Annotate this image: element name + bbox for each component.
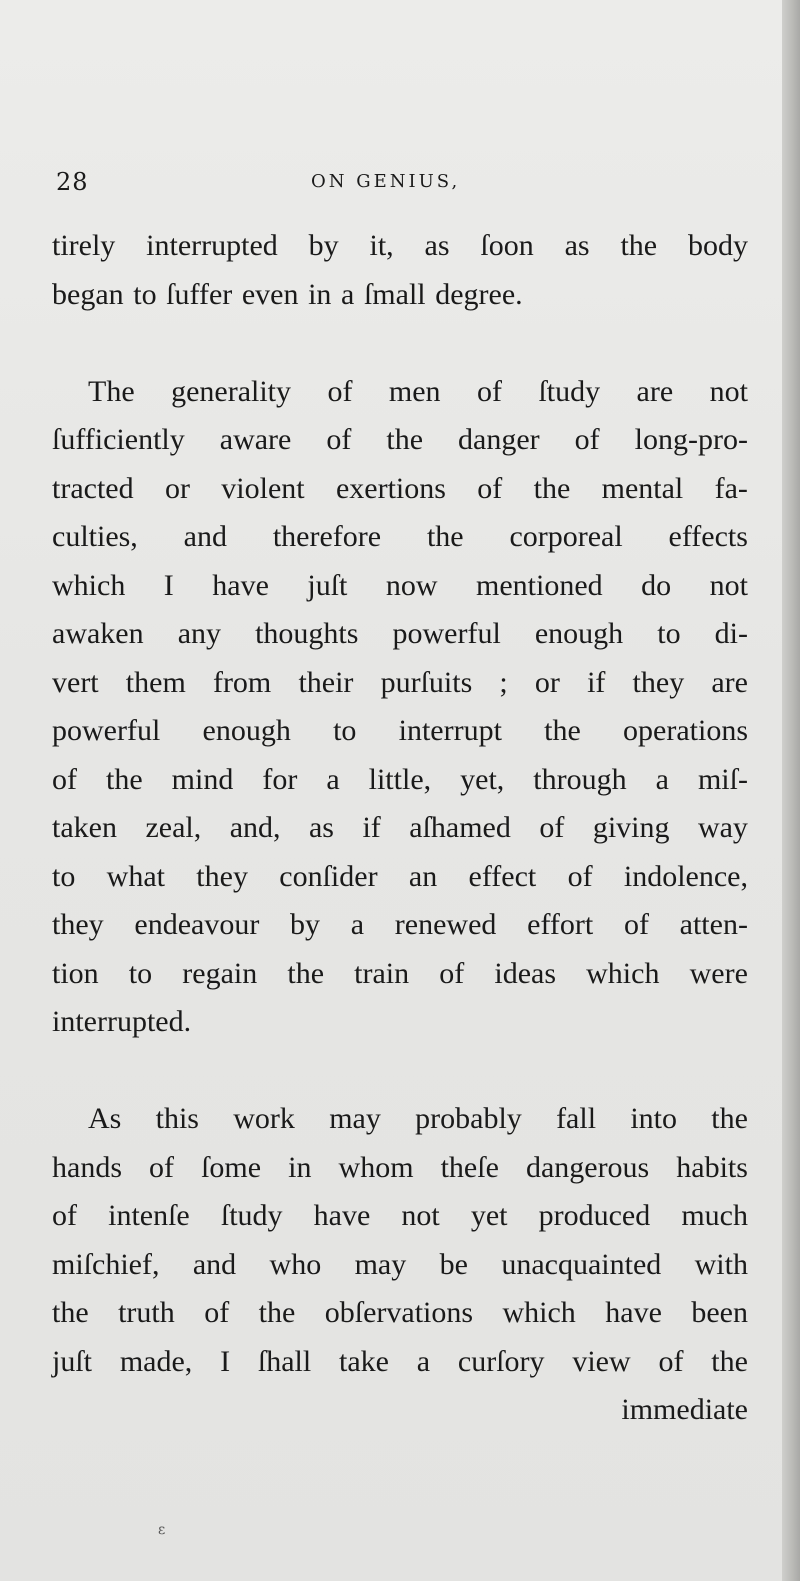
paragraph-gap <box>52 319 748 368</box>
body-text <box>52 222 748 1435</box>
text-line: to what they conſider an effect of indolence, <box>52 859 748 893</box>
text-line: of the mind for a little, yet, through a miſ- <box>52 762 748 796</box>
paragraph-gap <box>52 1047 748 1096</box>
text-line: which I have juſt now mentioned do not <box>52 568 748 602</box>
text-line: The generality of men of ſtudy are not <box>88 374 748 408</box>
text-line: juſt made, I ſhall take a curſory view of the <box>52 1344 748 1378</box>
text-line: As this work may probably fall into the <box>88 1102 748 1135</box>
text-line: hands of ſome in whom theſe dangerous habits <box>52 1150 748 1184</box>
catchword: immediate <box>621 1393 748 1426</box>
text-line: vert them from their purſuits ; or if they are <box>52 665 748 699</box>
text-line: taken zeal, and, as if aſhamed of giving way <box>52 811 748 844</box>
text-line: of intenſe ſtudy have not yet produced much <box>52 1199 748 1232</box>
text-line: ſufficiently aware of the danger of long-pro- <box>52 423 748 456</box>
text-line: awaken any thoughts powerful enough to di- <box>52 617 748 650</box>
text-line: tracted or violent exertions of the mental fa- <box>52 471 748 505</box>
running-head: ON GENIUS, <box>311 171 461 192</box>
text-line: tirely interrupted by it, as ſoon as the body <box>52 229 748 262</box>
paragraph <box>52 222 748 319</box>
text-line: began to ſuffer even in a ſmall degree. <box>52 277 523 311</box>
text-line: tion to regain the train of ideas which were <box>52 956 748 990</box>
stray-mark: ε <box>158 1522 166 1538</box>
page-header <box>56 168 746 198</box>
text-line: powerful enough to interrupt the operations <box>52 714 748 747</box>
text-line: miſchief, and who may be unacquainted with <box>52 1247 748 1281</box>
text-line: culties, and therefore the corporeal effects <box>52 520 748 553</box>
text-line: the truth of the obſervations which have been <box>52 1296 748 1329</box>
paragraph <box>52 368 748 1047</box>
page-edge-shadow <box>782 0 800 1581</box>
text-line: interrupted. <box>52 1005 192 1038</box>
text-line: they endeavour by a renewed effort of atten- <box>52 908 748 941</box>
page-number: 28 <box>56 168 89 196</box>
paragraph <box>52 1095 748 1386</box>
